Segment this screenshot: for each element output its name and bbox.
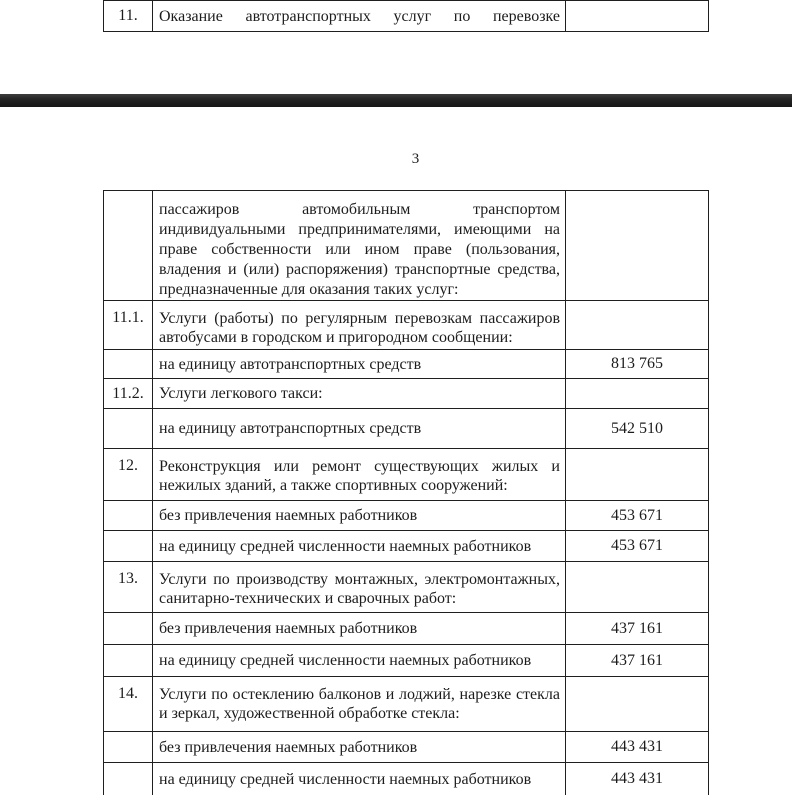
row-description-cell [153,677,566,731]
row-value-cell [566,677,708,731]
description-line: Услуги по производству монтажных, электромонтажных, [159,571,560,588]
row-description-cell [153,191,566,300]
description-line: Оказание автотранспортных услуг по перевозке [159,7,560,25]
row-number-cell: 12. [104,449,153,500]
row-number-cell: 14. [104,677,153,731]
row-number-cell [104,732,153,762]
description-line: пассажиров автомобильным транспортом [159,201,560,218]
row-value-cell [566,613,708,644]
table-row [104,350,708,379]
row-value-cell [566,449,708,500]
row-number-cell [104,409,153,448]
description-line: владения и (или) распоряжения) транспортные средства, [159,261,560,278]
row-number-cell [104,531,153,561]
table-row [104,191,708,301]
description-line: автобусами в городском и пригородном сообщении: [159,329,513,346]
description-line: Услуги (работы) по регулярным перевозкам пассажиров [159,310,560,327]
row-number-cell: 11. [104,1,153,31]
table-row [104,379,708,409]
row-number-cell [104,763,153,795]
row-description-cell [153,613,566,644]
row-value-cell [566,301,708,349]
table-row [104,732,708,763]
description-text: на единицу автотранспортных средств [159,355,422,373]
row-value-cell [566,501,708,530]
row-number-cell [104,350,153,378]
row-value-cell [566,409,708,448]
value-text: 813 765 [611,355,663,372]
row-number-cell [104,645,153,676]
row-number-cell: 11.1. [104,301,153,349]
row-value-cell [566,1,708,31]
description-text: на единицу средней численности наемных работников [159,771,532,788]
row-description-cell [153,531,566,561]
value-text: 443 431 [611,770,663,787]
row-description-cell [153,562,566,612]
value-text: 437 161 [611,651,663,669]
row-number-cell [104,501,153,530]
row-description-cell [153,379,566,408]
description-text: Услуги легкового такси: [159,385,323,402]
value-text: 437 161 [611,619,663,637]
page-number: 3 [411,151,420,167]
table-row [104,645,708,677]
value-text: 542 510 [611,419,663,437]
description-line: предназначенные для оказания таких услуг: [159,281,459,298]
description-text: на единицу автотранспортных средств [159,420,422,437]
description-line: и зеркал, художественной обработке стекла: [159,705,460,722]
row-description-cell [153,449,566,500]
description-text: на единицу средней численности наемных работников [159,537,532,555]
value-text: 453 671 [611,537,663,554]
description-line: санитарно-технических и сварочных работ: [159,590,457,607]
description-text: на единицу средней численности наемных работников [159,652,532,669]
tariff-table [103,190,709,795]
row-number-cell: 13. [104,562,153,612]
description-line: Услуги по остеклению балконов и лоджий, нарезке стекла [159,686,560,703]
previous-page-table-fragment [103,0,709,32]
row-description-cell [153,1,566,31]
table-row [104,409,708,449]
row-value-cell [566,531,708,561]
table-row [104,613,708,645]
row-description-cell [153,732,566,762]
row-description-cell [153,301,566,349]
row-description-cell [153,409,566,448]
description-text: без привлечения наемных работников [159,507,418,524]
row-value-cell [566,763,708,795]
table-row [104,1,708,31]
row-number-cell [104,613,153,644]
row-description-cell [153,501,566,530]
value-text: 443 431 [611,738,663,755]
row-value-cell [566,191,708,300]
row-number-cell: 11.2. [104,379,153,408]
description-line: индивидуальными предпринимателями, имеющими на [159,221,560,238]
row-description-cell [153,763,566,795]
table-row [104,531,708,562]
row-value-cell [566,562,708,612]
row-value-cell [566,379,708,408]
row-value-cell [566,732,708,762]
row-number-cell [104,191,153,300]
description-line: праве собственности или ином праве (пользования, [159,241,560,258]
row-description-cell [153,350,566,378]
description-text: без привлечения наемных работников [159,620,418,637]
value-text: 453 671 [611,506,663,524]
table-row [104,763,708,795]
description-line: Реконструкция или ремонт существующих жилых и [159,458,560,475]
row-description-cell [153,645,566,676]
table-row [104,301,708,350]
description-line: нежилых зданий, а также спортивных сооружений: [159,477,508,494]
row-value-cell [566,350,708,378]
table-row [104,677,708,732]
table-row [104,562,708,613]
table-row [104,449,708,501]
table-row [104,501,708,531]
description-text: без привлечения наемных работников [159,738,418,756]
page-separator-bar [0,94,792,107]
row-value-cell [566,645,708,676]
